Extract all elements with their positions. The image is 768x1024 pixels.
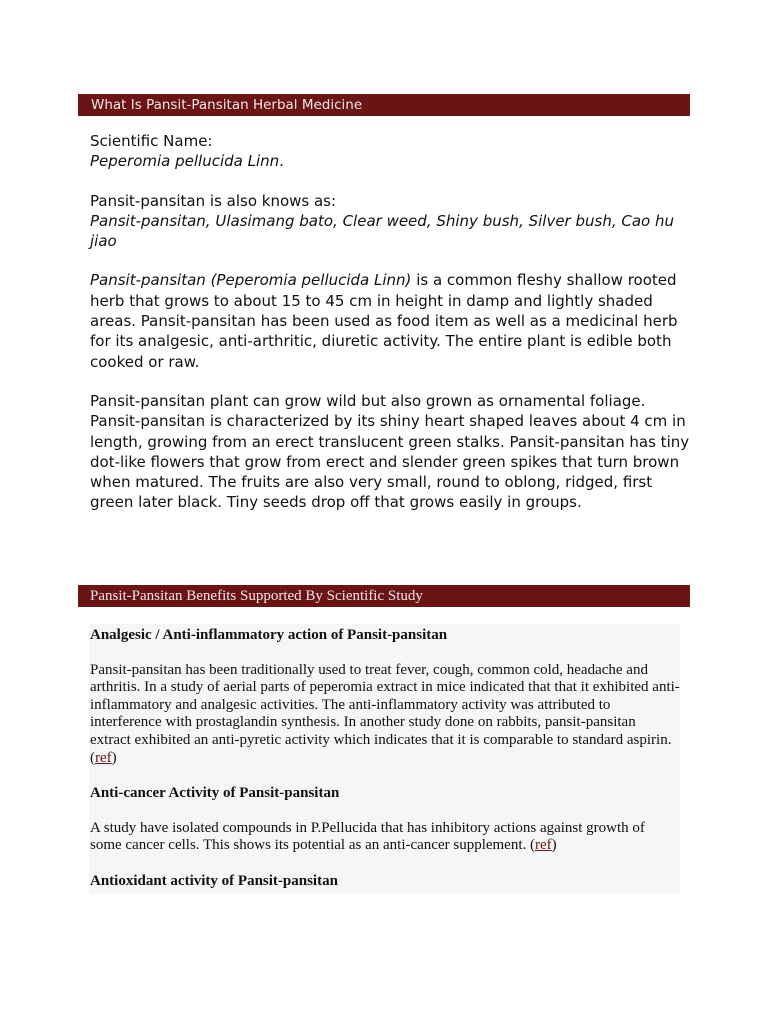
benefit-heading: Antioxidant activity of Pansit-pansitan bbox=[90, 872, 338, 889]
benefit-text bbox=[90, 820, 680, 855]
ref-close-paren: ) bbox=[551, 837, 557, 854]
benefits-panel bbox=[89, 624, 680, 894]
ref-close-paren: ) bbox=[111, 749, 117, 766]
scientific-name-period: . bbox=[279, 152, 284, 171]
description-lead: Pansit-pansitan (Peperomia pellucida Linn) bbox=[90, 271, 412, 290]
scientific-name: Peperomia pellucida Linn bbox=[90, 152, 280, 171]
benefit-heading: Analgesic / Anti-inflammatory action of Pansit-pansitan bbox=[90, 627, 448, 643]
ref-link[interactable]: ref bbox=[535, 837, 552, 854]
aka-block bbox=[90, 191, 690, 252]
aka-label: Pansit-pansitan is also knows as: bbox=[90, 191, 337, 210]
intro-content bbox=[90, 131, 690, 513]
description-paragraph bbox=[90, 270, 690, 371]
section-title: What Is Pansit-Pansitan Herbal Medicine bbox=[91, 97, 363, 113]
description-text: is a common fleshy shallow rooted herb that grows to about 15 to 45 cm in height in damp and lightly shaded areas. Pansit-pansitan has been used as food item as well as a medicinal herb for its analgesic, anti-arthritic, diuretic activity. The entire plant is edible both cooked or raw. bbox=[90, 271, 678, 371]
scientific-name-label: Scientific Name: bbox=[90, 132, 213, 150]
benefit-body: Pansit-pansitan has been traditionally used to treat fever, cough, common cold, headache and arthritis. In a study of aerial parts of peperomia extract in mice indicated that that it exhibited anti-inflammatory and analgesic activities. The anti-inflammatory activity was attributed to interference with prostaglandin synthesis. In another study done on rabbits, pansit-pansitan extract exhibited an anti-pyretic activity which indicates that it is comparable to standard aspirin. bbox=[90, 661, 680, 748]
benefit-body: A study have isolated compounds in P.Pellucida that has inhibitory actions against growth of some cancer cells. This shows its potential as an anti-cancer supplement. bbox=[90, 819, 645, 854]
aka-names: Pansit-pansitan, Ulasimang bato, Clear weed, Shiny bush, Silver bush, Cao hu jiao bbox=[90, 211, 674, 251]
benefit-text bbox=[90, 662, 680, 768]
benefit-heading: Anti-cancer Activity of Pansit-pansitan bbox=[90, 785, 340, 802]
ref-link[interactable]: ref bbox=[95, 749, 112, 766]
section-title: Pansit-Pansitan Benefits Supported By Scientific Study bbox=[90, 588, 423, 604]
ref-open-paren: ( bbox=[90, 749, 95, 766]
section-header-benefits bbox=[78, 585, 690, 607]
section-header-what-is bbox=[78, 94, 690, 116]
characteristics-paragraph: Pansit-pansitan plant can grow wild but also grown as ornamental foliage. Pansit-pansitan is characterized by its shiny heart shaped leaves about 4 cm in length, growing from an erect translucent green stalks. Pansit-pansitan has tiny dot-like flowers that grow from erect and slender green spikes that turn brown when matured. The fruits are also very small, round to oblong, ridged, first green later black. Tiny seeds drop off that grows easily in groups. bbox=[90, 391, 690, 512]
scientific-name-block bbox=[90, 131, 690, 172]
ref-open-paren: ( bbox=[530, 837, 536, 854]
